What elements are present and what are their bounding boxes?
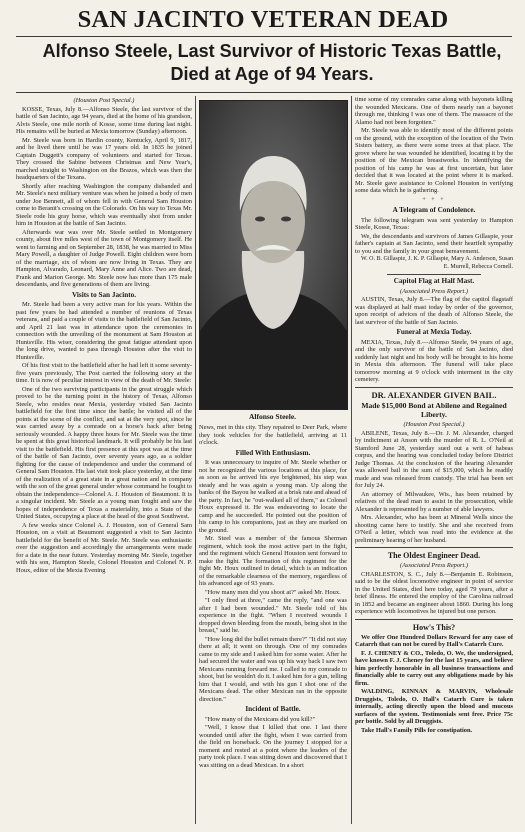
paragraph: The following telegram was sent yesterday to Hampton Steele, Kosse, Texas: — [355, 216, 513, 231]
paragraph: Shortly after reaching Washington the company disbanded and Mr. Steele's next military venture was when he joined a body of men under Joe Bennett, all of whom fell in with General Sam Houston come to Beranit's crossing on the Colorado. On his way to Texas Mr. Steele rode his gray horse, which was eventually shot from under him in Houston at the battle of San Jacinto. — [16, 182, 192, 227]
subheading: Filled With Enthusiasm. — [235, 448, 311, 457]
paragraph: AUSTIN, Texas, July 8.—The flag of the capitol flagstaff was displayed at half mast today by order of the governor, upon receipt of advices of the death of Alfonso Steele, the last survivor of the battle of San Jacinto. — [355, 296, 513, 326]
paragraph: CHARLESTON, S. C., July 8.—Benjamin E. Robinson, said to be the oldest locomotive engineer in point of service in the United States, died here today, aged 79 years, after a brief illness. He entered the employ of the Carolina railroad in 1852 and became an engineer about 1860. During his long experience with locomotives he injured but one person. — [355, 570, 513, 616]
column-1 — [16, 96, 192, 824]
column-divider — [195, 96, 196, 824]
paragraph: Of his first visit to the battlefield after he had left it some seventy-five years previously, The Post carried the following story at the time. It is now of peculiar interest in view of the death of Mr. Steele: — [16, 362, 192, 384]
column-3 — [355, 96, 513, 824]
paragraph: One of the two surviving participants in the great struggle which proved to be the turning point in the history of Texas, Alfonso Steele, who resides near Mexia, yesterday visited San Jacinto battlefield for the first time since the battle; he visited all of the points at the scene of the conflict, and sat at the very spot, since he was carried away by a comrade on a horse's back after being seriously wounded. A happy three hours for Mr. Steele was the time he spent at this great historical landmark. It will probably be his last visit to the battlefield. His first presence at this spot was at the time of the battle of San Jacinto, over seventy years ago, as a soldier fighting for the cause of independence and under the command of General Sam Houston. His last visit took place yesterday, at the time of the realization of a great state in a great nation and in company with the son of the great general under whose command he fought to obtain the independence—Colonel A. J. Houston of Beaumont. It is a singular incident. Mr. Steele as a young man fought and saw the hopes of independence of Texas a materiality, into a State of the United States, occupying a place at the head of the great Southwest. — [16, 385, 192, 520]
paragraph: "Well, I know that I killed that one. I last there wounded until after the fight, when I was carried from the field on horseback. On the journey I stopped for a moment and rested at a point where the leaders of the party took place. I was sitting down and discovered that I was sitting on a dead Mexican. In a short — [199, 724, 347, 769]
deck-subheadline: Alfonso Steele, Last Survivor of Historic Texas Battle, Died at Age of 94 Years. — [42, 41, 502, 84]
portrait-photo — [199, 100, 348, 410]
paragraph: Afterwards war was over Mr. Steele settled in Montgomery county, about five miles west of the town of Montgomery itself. He went to farming and on September 28, 1838, he was married to Miss Mary Powell, a daughter of Judge Powell. Eight children were born of the marriage, six of whom are now living in Texas. They are Hampton, Alvarado, Leonard, Mary Anne and Alice. Two are dead, Frank and Marion George. Mr. Steele now has more than 175 male descendants, and five generations of them are living. — [16, 228, 192, 288]
separator-ornament: + + + — [422, 196, 446, 203]
subheading: Visits to San Jacinto. — [71, 290, 137, 299]
paragraph: Mr. Steele had been a very active man for his years. Within the past few years he had attended a number of reunions of Texas veterans, and paid a couple of visits to the battlefield of San Jacinto, and April 21 last was in attendance upon the ceremonies in connection with the unveiling of the monument at Sam Houston at Huntsville. His wiser, considering the great fatigue attendant upon the long drive, wanted to pass through Houston after the visit to Huntsville. — [16, 301, 192, 361]
article-headline: The Oldest Engineer Dead. — [387, 551, 481, 561]
subheading: Capitol Flag at Half Mast. — [393, 277, 475, 285]
paragraph: A few weeks since Colonel A. J. Houston, son of General Sam Houston, on a visit at Beaumont suggested a visit to San Jacinto battlefield for the benefit of Mr. Steele. Mr. Steele was enthusiastic over the suggestion and accordingly the arrangements were made for a date in the near future. Yesterday morning Mr. Steele, together with his son, Hampton Steele, Colonel Houston and Colonel N. P. Houx, editor of the Mexia Evening — [16, 521, 192, 574]
photo-caption: Alfonso Steele. — [248, 412, 297, 421]
paragraph: Mr. Steel was a member of the famous Sherman regiment, which took the most active part in the fight, and the regiment which General Houston sent forward to make the fight. The formation of this regiment for the fight Mr. Houx outlined in detail, which is an indication of the remarkable clearness of the memory, regardless of his advanced age of 93 years. — [199, 535, 347, 587]
headline-rule — [16, 36, 512, 37]
signature-block: W. O. B. Gillaspie, J. K. P. Gillaspie, Mary A. Anderson, Susan E. Murrell, Rebecca Cornell. — [361, 256, 513, 270]
section-rule — [355, 619, 513, 620]
paragraph: "How many of the Mexicans did you kill?" — [205, 715, 316, 723]
headline: SAN JACINTO VETERAN DEAD — [77, 6, 449, 33]
section-rule — [355, 547, 513, 548]
paragraph: Mr. Steele was born in Hardin county, Kentucky, April 9, 1817, and he lived there until he was 17 years old. In 1835 he joined Captain Duggett's company of volunteers and started for Texas. They crossed the Sabine between Christmas and New Year's, marched straight to Washington on the Brazos, which was then the headquarters of the Texans. — [16, 136, 192, 181]
dateline: (Associated Press Report.) — [399, 562, 469, 570]
section-rule — [387, 274, 482, 275]
column-divider — [351, 96, 352, 824]
paragraph: time some of my comrades came along with bayonets killing the wounded Mexicans. One of them nearly ran a bayonet through me, thinking I was one of them. The massacre of the Alamo had not been forgotten." — [355, 96, 513, 126]
paragraph: Mr. Steele was able to identify most of the different points on the ground, with the exception of the location of the Twin Sisters battery, as there were some trees at that place. The grove where he was wounded he identified, locating it by the position of the Mexican breastworks. In identifying the position of his camp he was at first uncertain, but later decided that it was located at the point where it is marked. Mr. Steele gave assistance to Colonel Houston in verifying some data which he is gathering. — [355, 127, 513, 194]
paragraph: It was unnecessary to inquire of Mr. Steele whether or not he recognized the various locations at this place, for as soon as he arrived his eye brightened, his step was steady and he was again a young man. Up along the banks of the Bayou he walked at a brisk rate and ahead of the party. In fact, he "out-walked all of them," as Colonel Houx expressed it. He was endeavoring to locate the camp and he succeeded. He pointed out the position of his camp to his companions, just as they are marked on the ground. — [199, 459, 347, 534]
ad-paragraph: WALDING, KINNAN & MARVIN, Wholesale Druggists, Toledo, O. Hall's Catarrh Cure is taken internally, acting directly upon the blood and mucous surfaces of the system. Testimonials sent free. Price 75c per bottle. Sold by all Druggists. — [355, 688, 513, 726]
article-deck: Made $15,000 Bond at Abilene and Regained Liberty. — [361, 401, 507, 419]
paragraph: "How long did the bullet remain there?" "It did not stay there at all; it went on through. One of my comrades came to my side and I asked him for some water. After he had secured the water and was up his way back I saw two Mexicans running forward me. I called to my comrade to shoot, but he wouldn't do it. I asked him for a gun, telling him that I would, and with his gun I shot one of the Mexicans dead. The other Mexican ran in the opposite direction." — [199, 635, 347, 703]
paragraph: KOSSE, Texas, July 8.—Alfonso Steele, the last survivor of the battle of San Jacinto, age 94 years, died at the home of his grandson, Alvis Steele, one mile north of Kosse, some time during last night. His remains will be buried at Mexia tomorrow (Sunday) afternoon. — [16, 105, 192, 135]
section-rule — [355, 387, 513, 388]
dateline: (Houston Post Special.) — [73, 97, 135, 104]
dateline: (Houston Post Special.) — [403, 421, 465, 429]
paragraph: MEXIA, Texas, July 8.—Alfonso Steele, 94 years of age, and the only survivor of the battle of San Jacinto, died suddenly last night and his body will be brought to his home in Mexia this afternoon. The funeral will take place tomorrow morning at 9 o'clock with interment in the city cemetery. — [355, 338, 513, 383]
subheading: A Telegram of Condolence. — [392, 206, 476, 214]
ad-paragraph: Take Hall's Family Pills for constipation. — [361, 726, 473, 734]
paragraph: An attorney of Milwaukee, Wis., has been retained by relatives of the dead man to assist in the prosecution, while Alexander is represented by a number of able lawyers. — [355, 490, 513, 513]
ad-headline: How's This? — [412, 622, 456, 632]
deck-rule — [16, 92, 512, 93]
paragraph: ABILENE, Texas, July 8.—Dr. J. M. Alexander, charged by indictment at Anson with the murder of R. L. O'Neil at Stamford June 28, yesterday sued out a writ of habeas corpus, and the hearing was concluded today before District Judge Thomas. At the conclusion of the hearing Alexander was allowed bail in the sum of $15,000, which he readily made and was released from custody. The trial has been set for July 24. — [355, 429, 513, 490]
paragraph: We, the descendants and survivors of James Gillaspie, your father's captain at San Jacinto, send their heartfelt sympathy to you and the family in your great bereavement. — [355, 232, 513, 255]
subheading: Funeral at Mexia Today. — [396, 328, 472, 336]
paragraph: News, met in this city. They repaired to Deer Park, where they took vehicles for the battlefield, arriving at 11 o'clock. — [199, 424, 347, 446]
ad-paragraph: We offer One Hundred Dollars Reward for any case of Catarrh that can not be cured by Hall's Catarrh Cure. — [355, 633, 513, 649]
ad-paragraph: F. J. CHENEY & CO., Toledo, O. We, the undersigned, have known F. J. Cheney for the last 15 years, and believe him perfectly honorable in all business transactions and financially able to carry out any obligations made by his firm. — [355, 649, 513, 687]
portrait-illustration — [200, 101, 347, 409]
column-2 — [199, 424, 347, 824]
paragraph: "I only fired at three," came the reply, "and one was after I had been wounded." Mr. Steele told of his experience in the fight. "When I received wounds I dropped down bleeding from the mouth, being shot in the breast," said he. — [199, 597, 347, 634]
paragraph: Mrs. Alexander, who has been at Mineral Wells since the shooting came here to testify. She and she received from O'Neil a letter, which was read into the evidence at the preliminary hearing of her husband. — [355, 514, 513, 544]
article-headline: DR. ALEXANDER GIVEN BAIL. — [371, 389, 497, 400]
paragraph: "How many men did you shoot at?" asked Mr. Houx. — [205, 588, 341, 596]
dateline: (Associated Press Report.) — [399, 287, 469, 295]
subheading: Incident of Battle. — [245, 705, 301, 713]
